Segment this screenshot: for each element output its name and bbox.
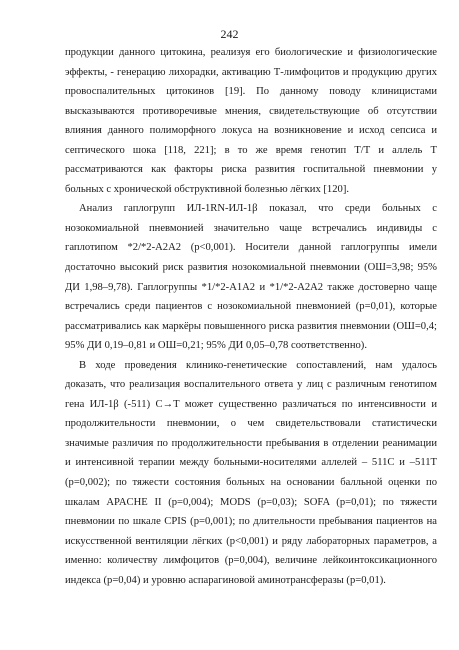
body-text bbox=[65, 43, 437, 590]
paragraph-haplogroups: Анализ гаплогрупп ИЛ-1RN-ИЛ-1β показал, что среди больных с нозокомиальной пневмонией значительно чаще встречались индивиды с гаплотипом *2/*2-А2А2 (р<0,001). Носители данной гаплогруппы имели достаточно высокий риск развития нозокомиальной пневмонии (ОШ=3,98; 95% ДИ 1,98–9,78). Гаплогруппы *1/*2-А1А2 и *1/*2-А2А2 также достоверно чаще встречались среди пациентов с нозокомиальной пневмонией (р=0,01), которые рассматривались как маркёры повышенного риска развития пневмонии (ОШ=0,4; 95% ДИ 0,19–0,81 и ОШ=0,21; 95% ДИ 0,05–0,78 соответственно). bbox=[65, 203, 437, 352]
paragraph-continuation: продукции данного цитокина, реализуя его биологические и физиологические эффекты, - генерацию лихорадки, активацию Т-лимфоцитов и продукцию других провоспалительных цитокинов [19]. По данному поводу клиницистами высказываются противоречивые мнения, свидетельствующие об отсутствии влияния данного полиморфного локуса на возникновение и исход сепсиса и септического шока [118, 221]; в то же время генотип Т/Т и аллель Т рассматриваются как факторы риска развития госпитальной пневмонии у больных с хронической обструктивной болезнью лёгких [120]. bbox=[65, 47, 437, 195]
page-number: 242 bbox=[220, 27, 239, 41]
paragraph-clinical-genetic: В ходе проведения клинико-генетические сопоставлений, нам удалось доказать, что реализация воспалительного ответа у лиц с различным генотипом гена ИЛ-1β (-511) С→Т может существенно различаться по интенсивности и продолжительности пневмонии, о чем свидетельствовали статистически значимые различия по продолжительности пребывания в отделении реанимации и интенсивной терапии между больными-носителями аллелей – 511С и –511Т (р=0,002); по тяжести состояния больных на основании балльной оценки по шкалам APACHE II (р=0,004); MODS (р=0,03); SOFA (р=0,01); по тяжести пневмонии по шкале CPIS (р=0,001); по длительности пребывания пациентов на искусственной вентиляции лёгких (р<0,001) и ряду лабораторных параметров, а именно: количеству лимфоцитов (р=0,004), величине лейкоинтоксикационного индекса (р=0,04) и уровню аспарагиновой аминотрансферазы (р=0,01). bbox=[65, 359, 437, 586]
